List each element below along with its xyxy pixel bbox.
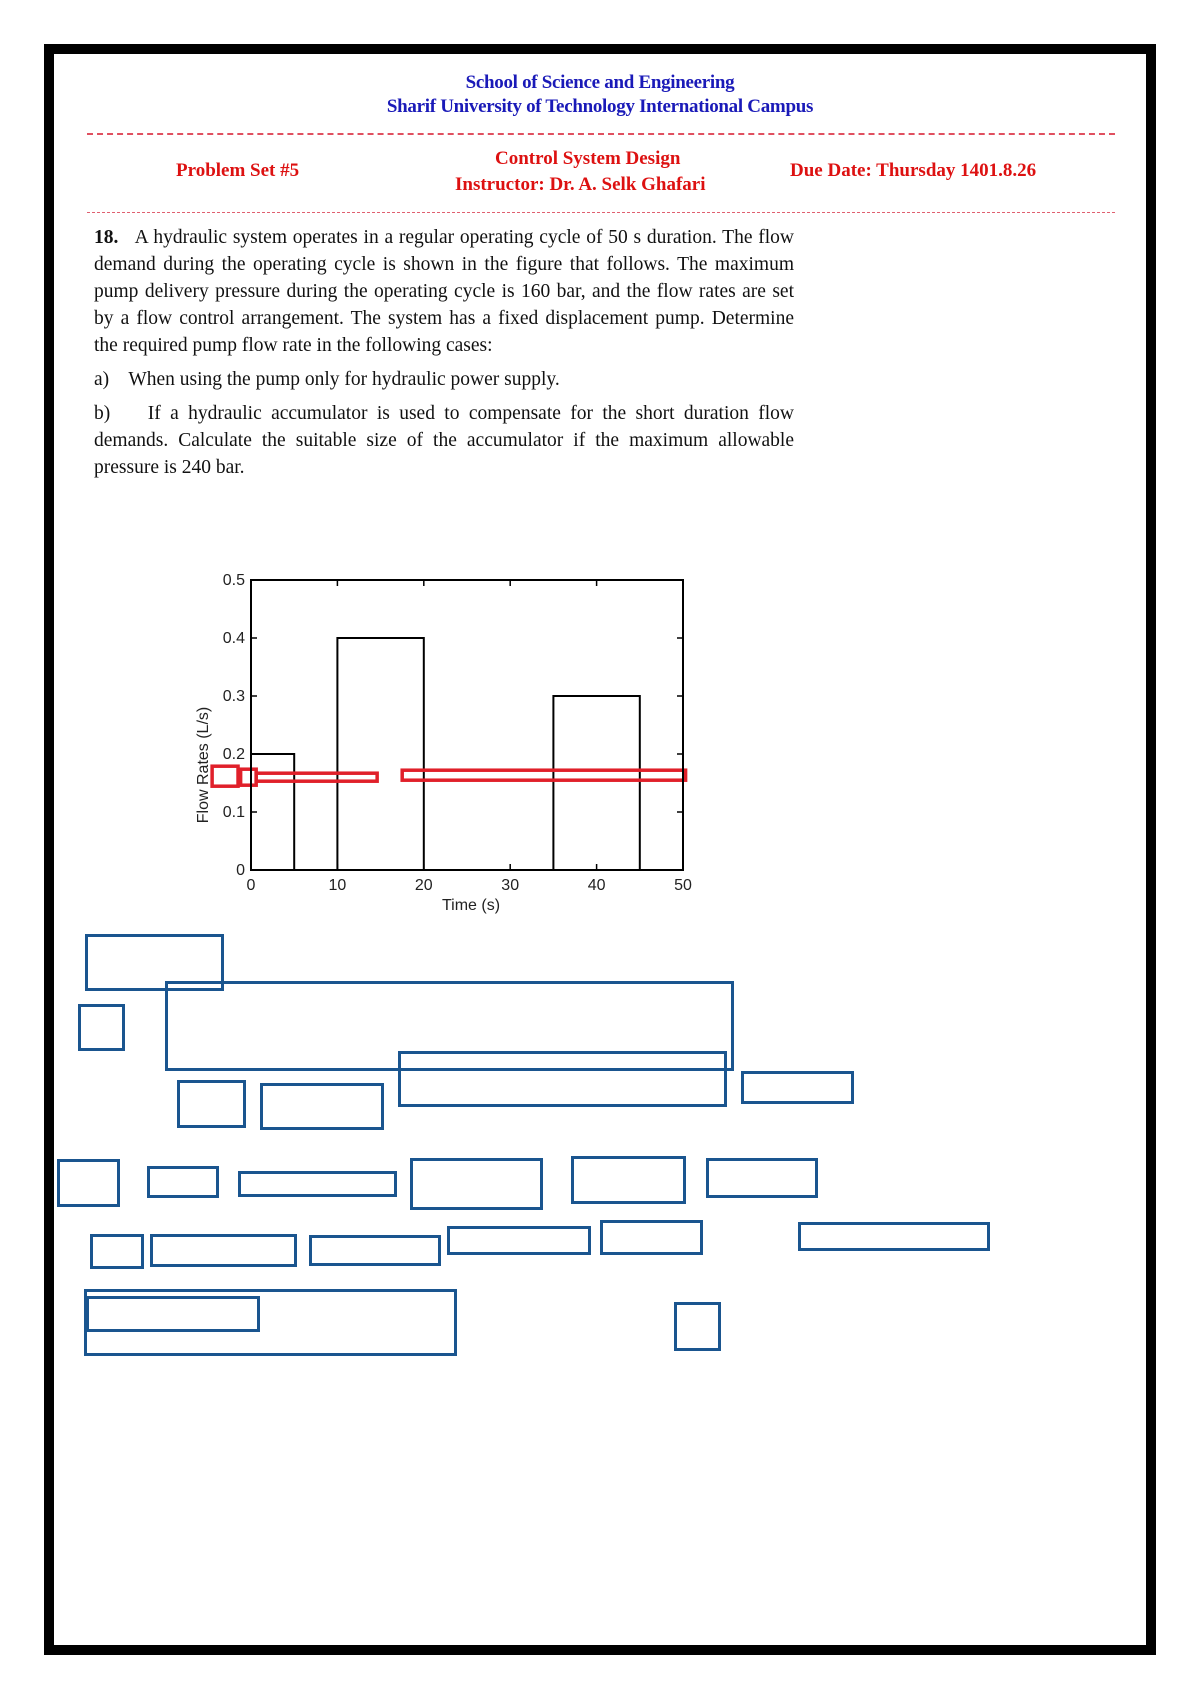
y-tick-label: 0.2 — [222, 746, 245, 763]
flow-rate-chart — [190, 568, 710, 918]
y-tick-label: 0.5 — [222, 572, 245, 589]
problem-number: 18. — [94, 227, 119, 248]
annotation-box — [150, 1234, 297, 1267]
x-tick-label: 20 — [414, 877, 433, 894]
header-divider-bottom — [87, 212, 1115, 213]
annotation-box — [147, 1166, 219, 1198]
x-tick-label: 0 — [246, 877, 256, 894]
due-date: Due Date: Thursday 1401.8.26 — [790, 160, 1037, 181]
marker-bar — [212, 766, 238, 786]
x-tick-label: 30 — [501, 877, 520, 894]
x-axis-label: Time (s) — [441, 897, 501, 914]
annotation-box — [600, 1220, 703, 1255]
annotation-box — [309, 1235, 441, 1266]
school-name: School of Science and Engineering — [465, 72, 735, 93]
y-tick-label: 0 — [236, 862, 245, 879]
annotation-box — [260, 1083, 384, 1130]
problem-text — [94, 224, 794, 481]
marker-bar — [241, 769, 257, 785]
part-b-label: b) — [94, 403, 111, 424]
x-tick-label: 50 — [674, 877, 692, 894]
part-a-text: When using the pump only for hydraulic power supply. — [128, 369, 560, 390]
annotation-box — [706, 1158, 818, 1198]
annotation-box — [177, 1080, 246, 1128]
y-tick-label: 0.3 — [222, 688, 245, 705]
annotation-box — [78, 1004, 125, 1051]
problem-intro-text: A hydraulic system operates in a regular operating cycle of 50 s duration. The flow demand during the operating cycle is shown in the figure that follows. The maximum pump delivery pressure during the operating cycle is 160 bar, and the flow rates are set by a flow control arrangement. The system has a fixed displacement pump. Determine the required pump flow rate in the following cases: — [94, 227, 794, 356]
annotation-box — [57, 1159, 120, 1207]
x-tick-label: 10 — [328, 877, 347, 894]
course-title: Control System Design — [495, 148, 681, 169]
problem-set-label: Problem Set #5 — [176, 160, 300, 181]
marker-bar — [402, 770, 685, 780]
part-b-text: If a hydraulic accumulator is used to compensate for the short duration flow demands. Calculate the suitable size of the accumulator if the maximum allowable pressure is 240 bar. — [94, 403, 794, 478]
annotation-box — [398, 1051, 727, 1107]
part-b — [94, 400, 794, 481]
annotation-box — [798, 1222, 990, 1251]
y-tick-label: 0.1 — [222, 804, 245, 821]
part-a — [94, 366, 794, 393]
annotation-box — [86, 1296, 260, 1332]
instructor-name: Instructor: Dr. A. Selk Ghafari — [455, 174, 706, 195]
annotation-box — [238, 1171, 397, 1197]
annotation-box — [741, 1071, 854, 1104]
annotation-box — [447, 1226, 591, 1255]
marker-bar — [256, 773, 377, 781]
problem-intro — [94, 224, 794, 359]
x-tick-label: 40 — [587, 877, 606, 894]
y-tick-label: 0.4 — [222, 630, 245, 647]
flow-demand-line — [251, 638, 683, 870]
annotation-box — [571, 1156, 686, 1204]
plot-frame — [251, 580, 683, 870]
header-divider-top — [87, 133, 1115, 135]
y-axis-label: Flow Rates (L/s) — [195, 706, 212, 824]
part-a-label: a) — [94, 369, 110, 390]
university-name: Sharif University of Technology International Campus — [386, 96, 814, 117]
annotation-box — [90, 1234, 144, 1269]
annotation-box — [410, 1158, 543, 1210]
annotation-box — [674, 1302, 721, 1351]
